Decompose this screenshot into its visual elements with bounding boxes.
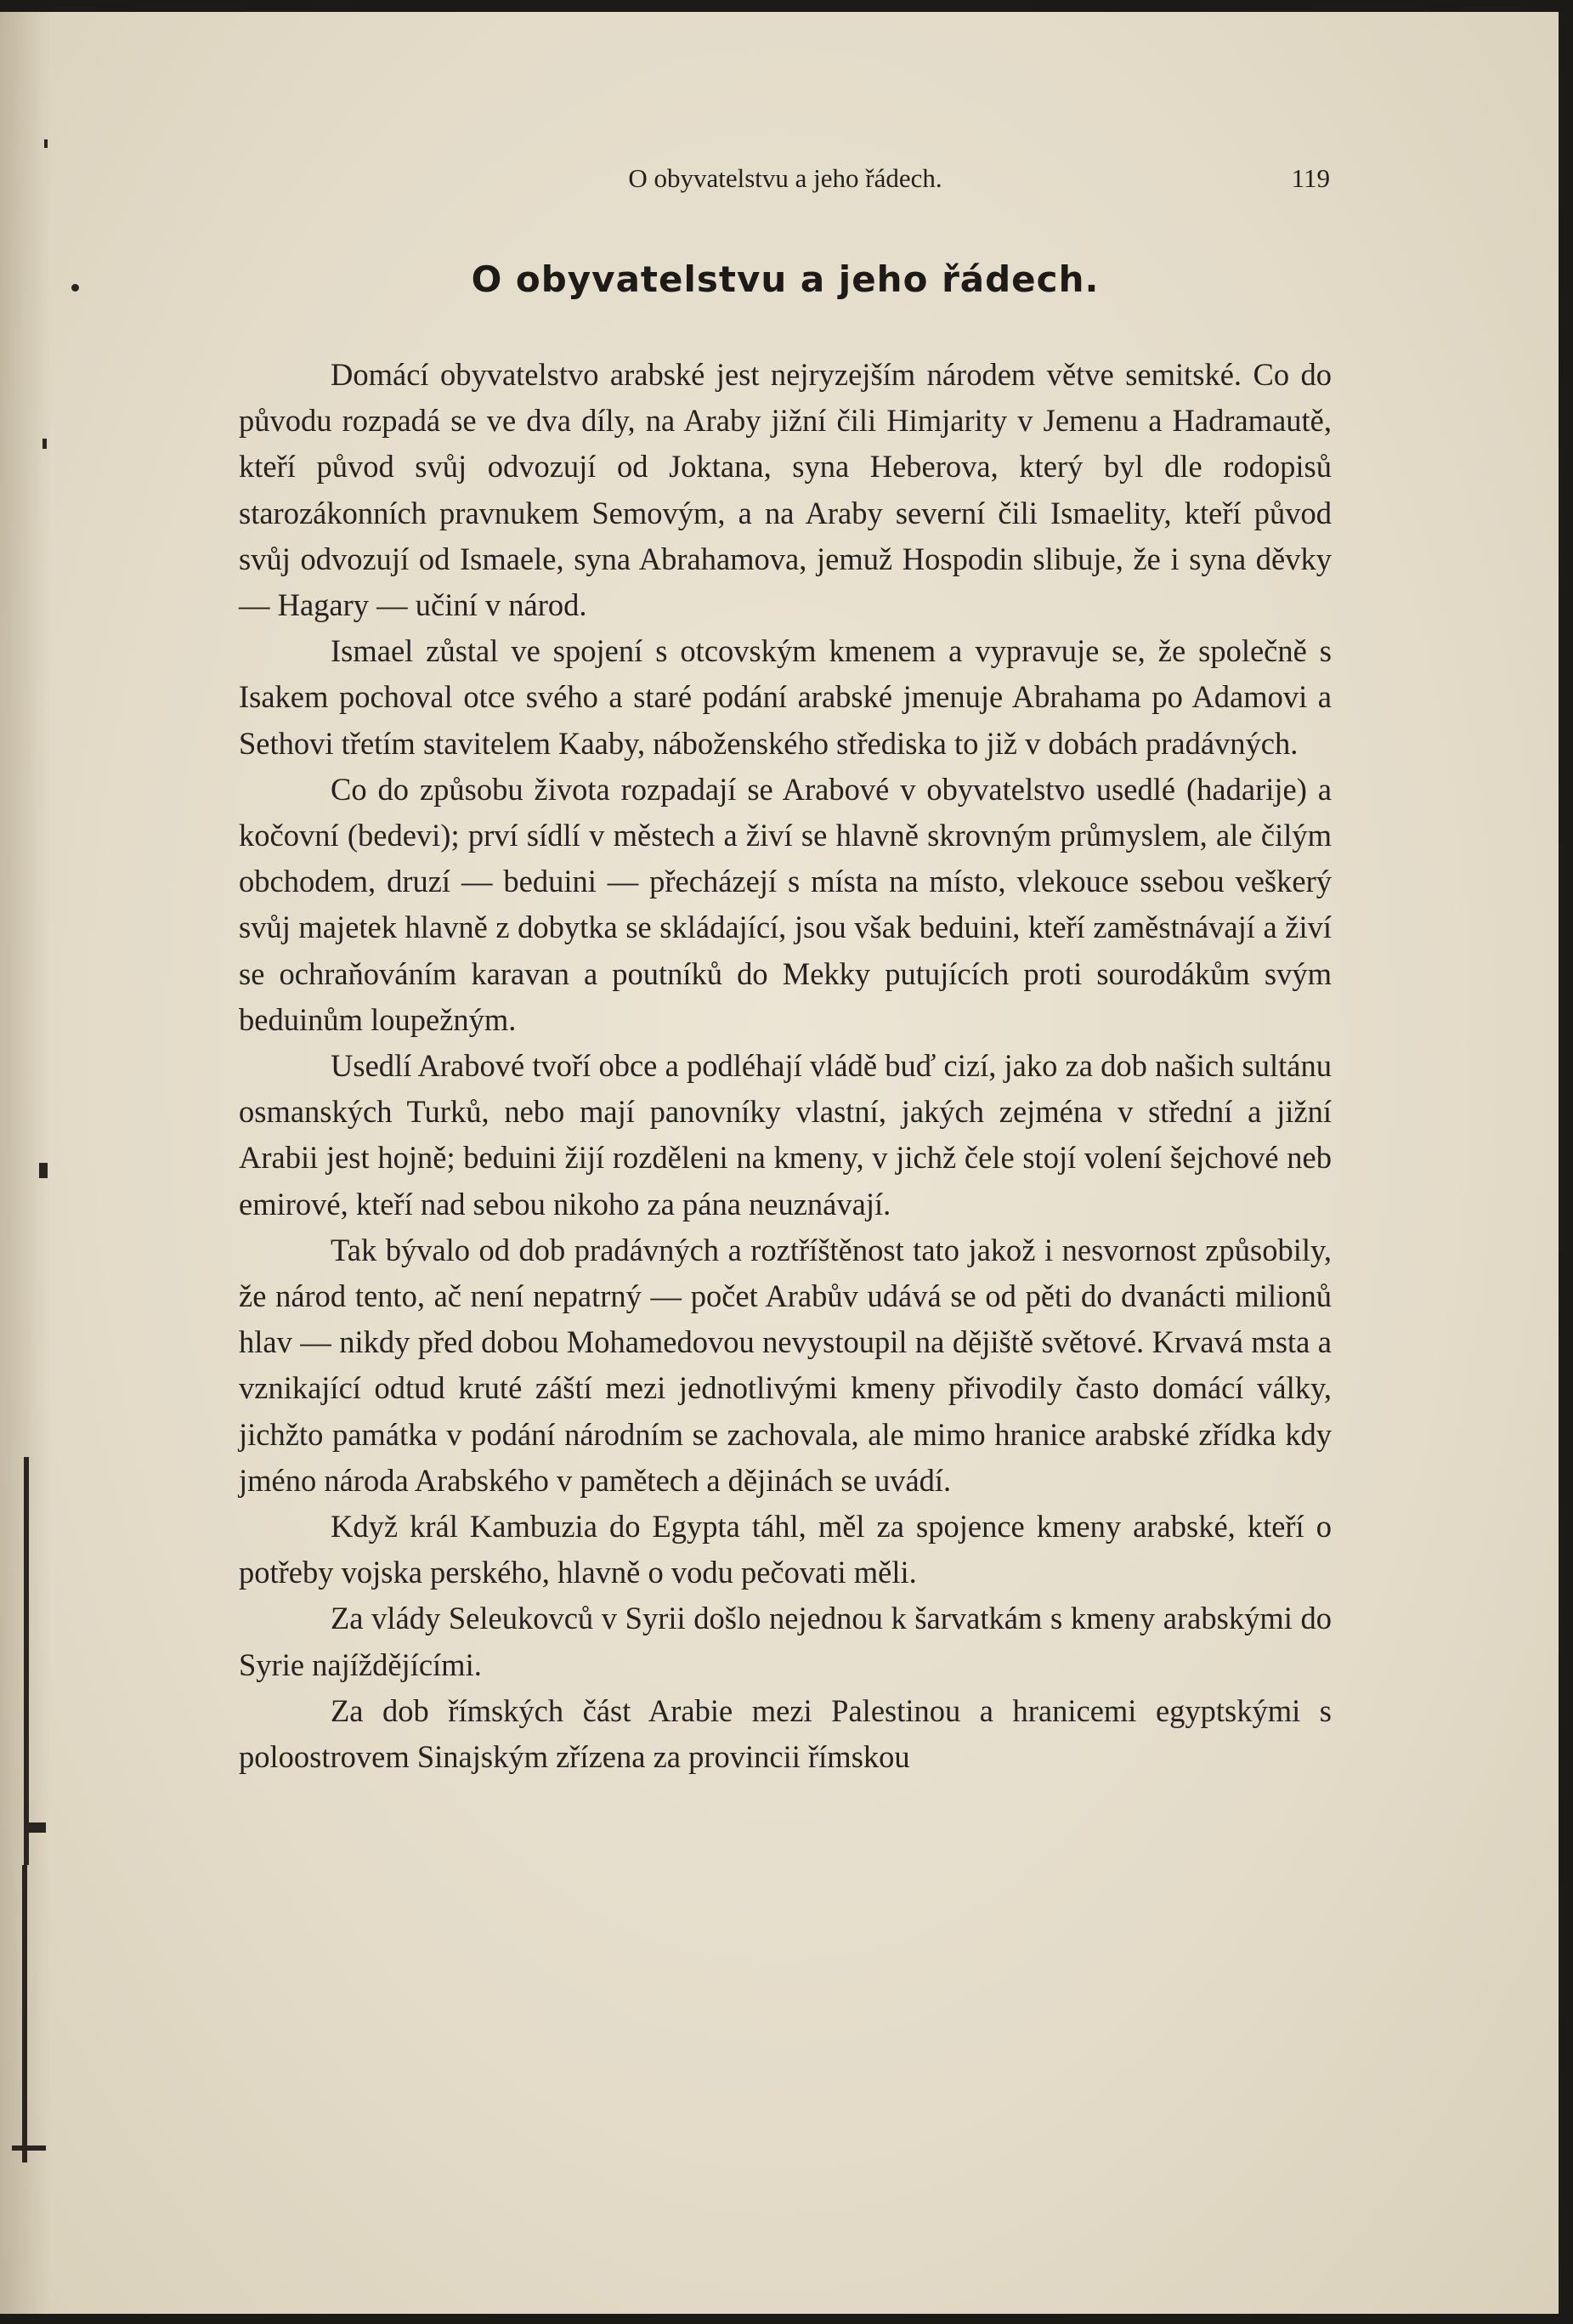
page-number: 119 bbox=[1291, 163, 1330, 193]
paragraph: Usedlí Arabové tvoří obce a podléhají vládě buď cizí, jako za dob našich sultánu osmanských Turků, nebo mají panovníky vlastní, jakých zejména v střední a jižní Arabii jest hojně; beduini žijí rozděleni na kmeny, v jichž čele stojí volení šejchové neb emirové, kteří nad sebou nikoho za pána neuznávají. bbox=[239, 1048, 1332, 1222]
paragraph: Tak bývalo od dob pradávných a roztříštěnost tato jakož i nesvornost způsobily, že národ tento, ač není nepatrný — počet Arabův udává se od pěti do dvanácti milionů hlav — nikdy před dobou Mohamedovou nevystoupil na dějiště světové. Krvavá msta a vznikající odtud kruté záští mezi jednotlivými kmeny přivodily často domácí války, jichžto památka v podání národním se zachovala, ale mimo hranice arabské zřídka kdy jméno národa Arabského v pamětech a dějinách se uvádí. bbox=[239, 1232, 1332, 1498]
body-text bbox=[239, 352, 1332, 1780]
margin-mark bbox=[44, 139, 48, 148]
margin-mark bbox=[42, 439, 47, 449]
chapter-title: O obyvatelstvu a jeho řádech. bbox=[471, 258, 1100, 300]
margin-mark bbox=[39, 1163, 48, 1178]
margin-mark bbox=[22, 1865, 27, 2162]
paragraph: Ismael zůstal ve spojení s otcovským kmenem a vypravuje se, že společně s Isakem pochoval otce svého a staré podání arabské jmenuje Abrahama po Adamovi a Sethovi třetím stavitelem Kaaby, náboženského střediska to již v dobách pradávných. bbox=[239, 633, 1332, 761]
margin-mark bbox=[12, 2145, 46, 2151]
margin-mark bbox=[71, 284, 79, 292]
paragraph: Co do způsobu života rozpadají se Arabové v obyvatelstvo usedlé (hadarije) a kočovní (bedevi); prví sídlí v městech a živí se hlavně skrovným průmyslem, ale čilým obchodem, druzí — beduini — přecházejí s místa na místo, vlekouce ssebou veškerý svůj majetek hlavně z dobytka se skládající, jsou však beduini, kteří zaměstnávají a živí se ochraňováním karavan a poutníků do Mekky putujících proti sourodákům svým beduinům loupežným. bbox=[239, 771, 1332, 1037]
paragraph: Za dob římských část Arabie mezi Palestinou a hranicemi egyptskými s poloostrovem Sinajským zřízena za provincii římskou bbox=[239, 1692, 1332, 1775]
margin-mark bbox=[24, 1457, 29, 1865]
running-head bbox=[240, 163, 1330, 204]
paragraph: Když král Kambuzia do Egypta táhl, měl za spojence kmeny arabské, kteří o potřeby vojska perského, hlavně o vodu pečovati měli. bbox=[239, 1509, 1332, 1590]
paragraph: Za vlády Seleukovců v Syrii došlo nejednou k šarvatkám s kmeny arabskými do Syrie najíždějícími. bbox=[239, 1601, 1332, 1682]
paragraph: Domácí obyvatelstvo arabské jest nejryzejším národem větve semitské. Co do původu rozpadá se ve dva díly, na Araby jižní čili Himjarity v Jemenu a Hadramautě, kteří původ svůj odvozují od Joktana, syna Heberova, který byl dle rodopisů starozákonních pravnukem Semovým, a na Araby severní čili Ismaelity, kteří původ svůj odvozují od Ismaele, syna Abrahamova, jemuž Hospodin slibuje, že i syna děvky — Hagary — učiní v národ. bbox=[239, 357, 1332, 623]
margin-mark bbox=[24, 1822, 46, 1833]
running-title: O obyvatelstvu a jeho řádech. bbox=[628, 163, 942, 193]
book-page bbox=[0, 12, 1559, 2314]
